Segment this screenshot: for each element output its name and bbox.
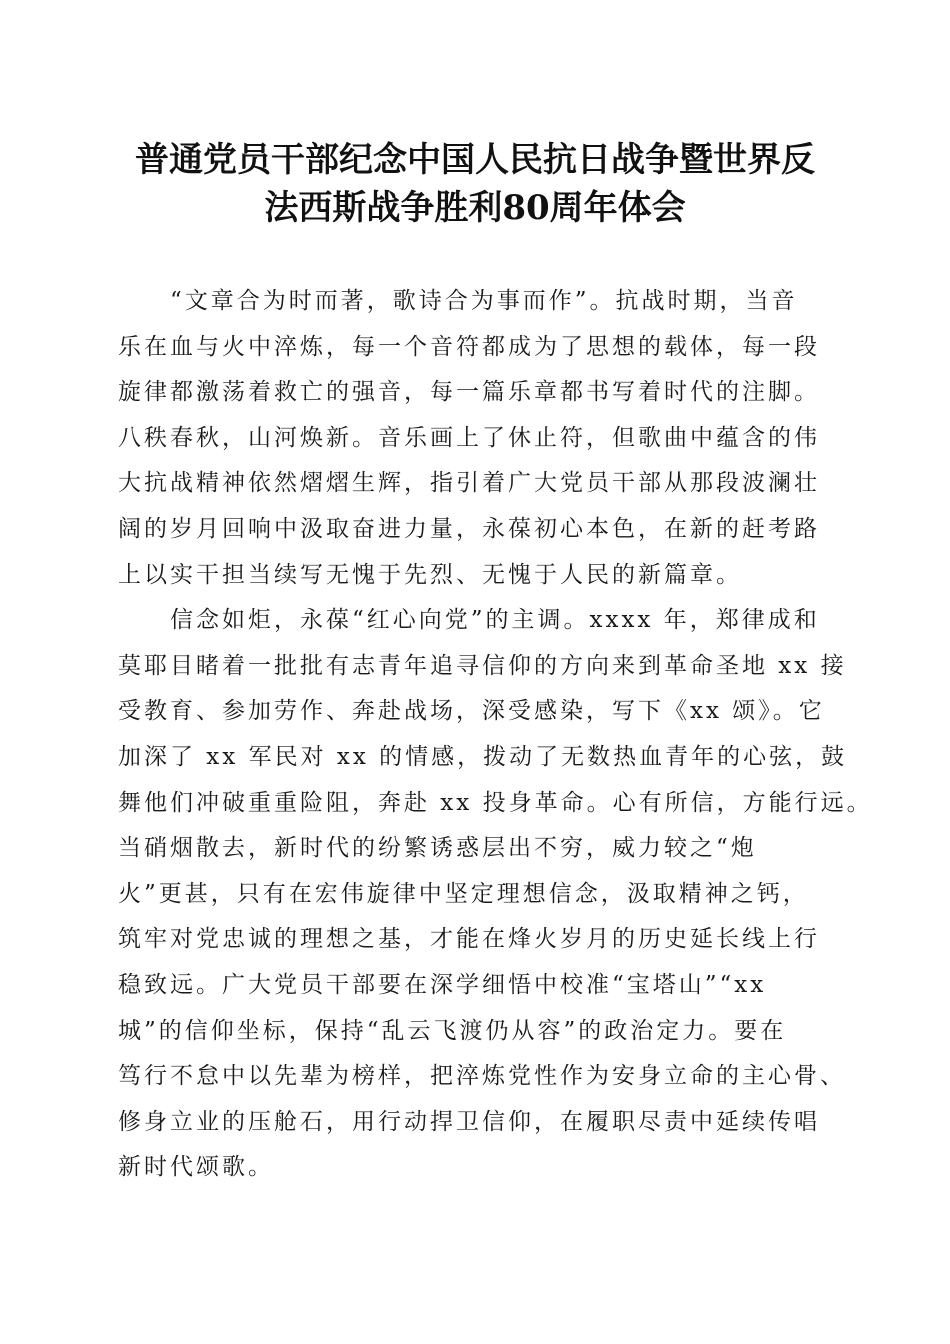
body-line: 筑牢对党忠诚的理想之基，才能在烽火岁月的历史延长线上行 — [118, 926, 820, 953]
body-line: 受教育、参加劳作、奔赴战场，深受感染，写下《xx 颂》。它 — [118, 698, 825, 725]
body-line: 八秩春秋，山河焕新。音乐画上了休止符，但歌曲中蕴含的伟 — [118, 424, 820, 451]
body-line: 新时代颂歌。 — [118, 1154, 274, 1181]
title-line-1: 普通党员干部纪念中国人民抗日战争暨世界反 — [135, 140, 815, 180]
body-line: “文章合为时而著，歌诗合为事而作”。抗战时期，当音 — [118, 288, 798, 314]
body-line: 舞他们冲破重重险阻，奔赴 xx 投身革命。心有所信，方能行远。 — [118, 789, 873, 816]
body-line: 信念如炬，永葆“红心向党”的主调。xxxx 年，郑律成和 — [118, 607, 820, 634]
body-line: 莫耶目睹着一批批有志青年追寻信仰的方向来到革命圣地 xx 接 — [118, 652, 847, 679]
body-line: 大抗战精神依然熠熠生辉，指引着广大党员干部从那段波澜壮 — [118, 470, 820, 497]
document-title — [100, 136, 850, 232]
body-line: 阔的岁月回响中汲取奋进力量，永葆初心本色，在新的赶考路 — [118, 515, 820, 542]
body-line: 旋律都激荡着救亡的强音，每一篇乐章都书写着时代的注脚。 — [118, 379, 820, 406]
body-line: 上以实干担当续写无愧于先烈、无愧于人民的新篇章。 — [118, 561, 742, 588]
body-line: 火”更甚，只有在宏伟旋律中坚定理想信念，汲取精神之钙， — [118, 880, 809, 907]
body-line: 笃行不怠中以先辈为榜样，把淬炼党性作为安身立命的主心骨、 — [118, 1063, 846, 1090]
document-body — [118, 279, 873, 1191]
body-line: 稳致远。广大党员干部要在深学细悟中校准“宝塔山”“xx — [118, 971, 767, 998]
title-line-2: 法西斯战争胜利80周年体会 — [264, 188, 686, 228]
body-line: 加深了 xx 军民对 xx 的情感，拨动了无数热血青年的心弦，鼓 — [118, 743, 848, 770]
body-line: 当硝烟散去，新时代的纷繁诱惑层出不穷，威力较之“炮 — [118, 835, 757, 862]
body-line: 乐在血与火中淬炼，每一个音符都成为了思想的载体，每一段 — [118, 333, 820, 360]
body-line: 修身立业的压舱石，用行动捍卫信仰，在履职尽责中延续传唱 — [118, 1108, 820, 1135]
body-line: 城”的信仰坐标，保持“乱云飞渡仍从容”的政治定力。要在 — [118, 1017, 787, 1044]
